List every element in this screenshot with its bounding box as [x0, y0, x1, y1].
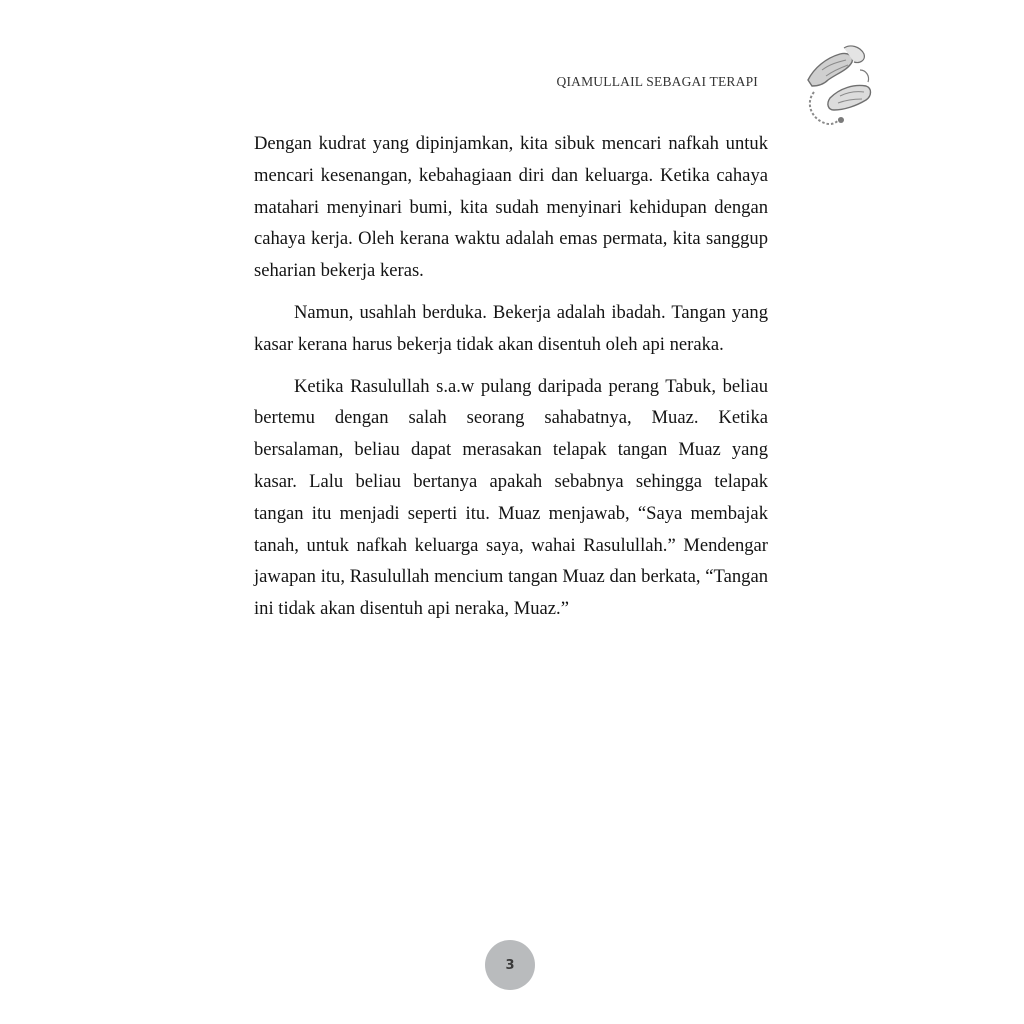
praying-hands-icon: [800, 40, 872, 132]
paragraph-3: Ketika Rasulullah s.a.w pulang daripada perang Tabuk, beliau bertemu dengan salah seorang sahabatnya, Muaz. Ketika bersalaman, beliau dapat merasakan telapak tangan Muaz yang kasar. Lalu beliau bertanya apakah sebabnya sehingga telapak tangan itu menjadi seperti itu. Muaz menjawab, “Saya membajak tanah, untuk nafkah keluarga saya, wahai Rasulullah.” Mendengar jawapan itu, Rasulullah mencium tangan Muaz dan berkata, “Tangan ini tidak akan disentuh api neraka, Muaz.”: [254, 375, 768, 620]
page-number-badge: [485, 940, 535, 990]
paragraph-2: Namun, usahlah berduka. Bekerja adalah ibadah. Tangan yang kasar kerana harus bekerja tidak akan disentuh oleh api neraka.: [254, 301, 768, 355]
running-header: QIAMULLAIL SEBAGAI TERAPI: [556, 74, 758, 89]
body-text: [254, 128, 768, 635]
paragraph-1: Dengan kudrat yang dipinjamkan, kita sibuk mencari nafkah untuk mencari kesenangan, kebahagiaan diri dan keluarga. Ketika cahaya matahari menyinari bumi, kita sudah menyinari kehidupan dengan cahaya kerja. Oleh kerana waktu adalah emas permata, kita sanggup seharian bekerja keras.: [254, 133, 768, 282]
page-number: 3: [505, 957, 515, 973]
